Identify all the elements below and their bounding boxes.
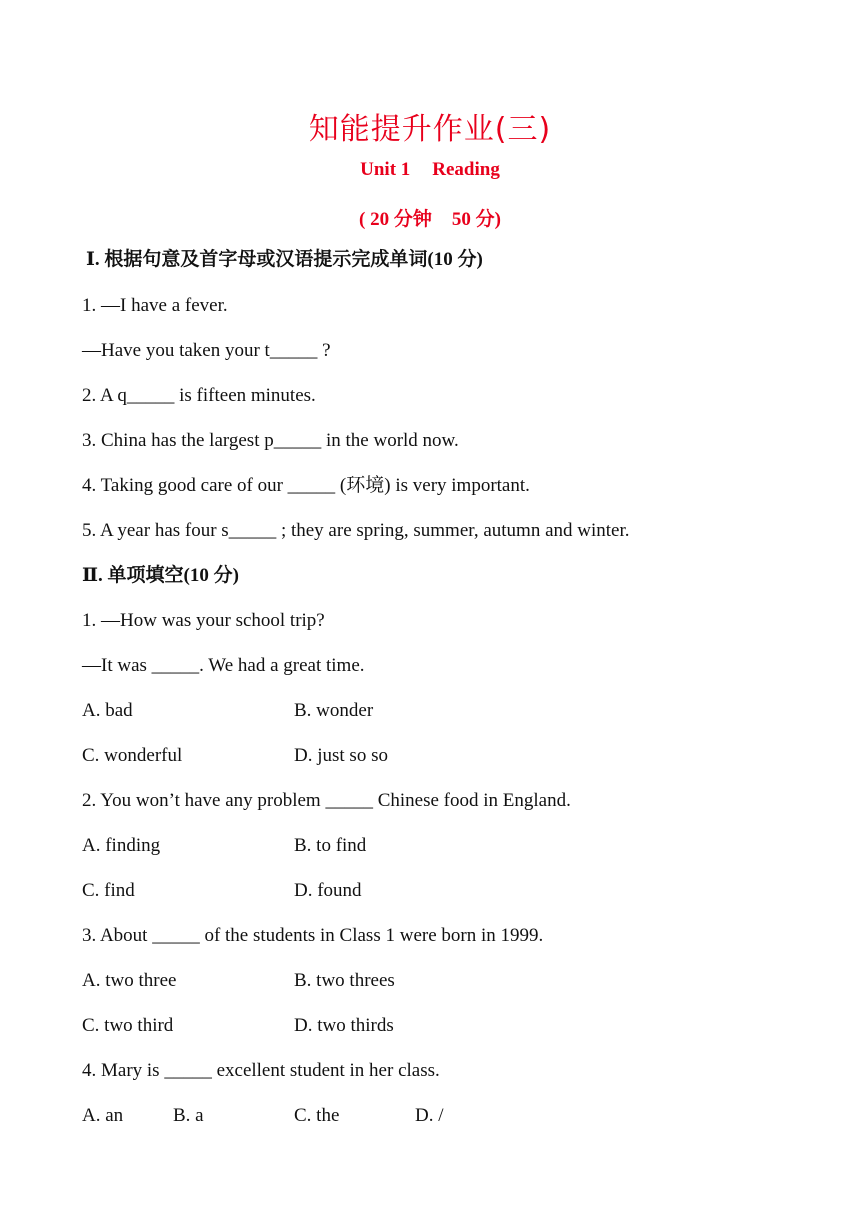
q4-option-a: A. an: [82, 1105, 124, 1126]
s1-item-1-response: —Have you taken your t_____ ?: [82, 340, 331, 361]
q4-option-b: B. a: [173, 1105, 204, 1126]
unit-label: Unit 1: [360, 159, 411, 180]
page-title: 知能提升作业(三): [308, 112, 552, 147]
q2-option-d: D. found: [294, 880, 362, 901]
s1-item-1: 1. —I have a fever.: [82, 295, 228, 316]
q3-option-a: A. two three: [82, 970, 177, 991]
q4-stem: 4. Mary is _____ excellent student in her class.: [82, 1060, 440, 1081]
q3-option-d: D. two thirds: [294, 1015, 394, 1036]
q2-option-b: B. to find: [294, 835, 367, 856]
lesson-label: Reading: [432, 159, 500, 180]
q4-option-d: D. /: [415, 1105, 444, 1126]
s1-item-5: 5. A year has four s_____ ; they are spring, summer, autumn and winter.: [82, 520, 630, 541]
q4-option-c: C. the: [294, 1105, 340, 1126]
q3-option-b: B. two threes: [294, 970, 395, 991]
q1-stem: 1. —How was your school trip?: [82, 610, 325, 631]
q2-stem: 2. You won’t have any problem _____ Chinese food in England.: [82, 790, 571, 811]
time-score-info: [0, 204, 860, 231]
q2-option-c: C. find: [82, 880, 135, 901]
q3-option-c: C. two third: [82, 1015, 174, 1036]
q3-stem: 3. About _____ of the students in Class 1 were born in 1999.: [82, 925, 544, 946]
s1-item-4: 4. Taking good care of our _____ (环境) is very important.: [82, 475, 530, 496]
unit-subtitle: [0, 159, 860, 181]
q1-option-c: C. wonderful: [82, 745, 183, 766]
s1-item-3: 3. China has the largest p_____ in the world now.: [82, 430, 459, 451]
q1-option-b: B. wonder: [294, 700, 374, 721]
q1-option-d: D. just so so: [294, 745, 388, 766]
q1-stem-response: —It was _____. We had a great time.: [82, 655, 365, 676]
score-label: 50 分): [451, 209, 501, 230]
section-2-heading: Ⅱ. 单项填空(10 分): [82, 565, 239, 586]
section-1-heading: Ⅰ. 根据句意及首字母或汉语提示完成单词(10 分): [86, 249, 483, 270]
time-label: ( 20 分钟: [359, 209, 432, 230]
q2-option-a: A. finding: [82, 835, 161, 856]
q1-option-a: A. bad: [82, 700, 133, 721]
s1-item-2: 2. A q_____ is fifteen minutes.: [82, 385, 316, 406]
